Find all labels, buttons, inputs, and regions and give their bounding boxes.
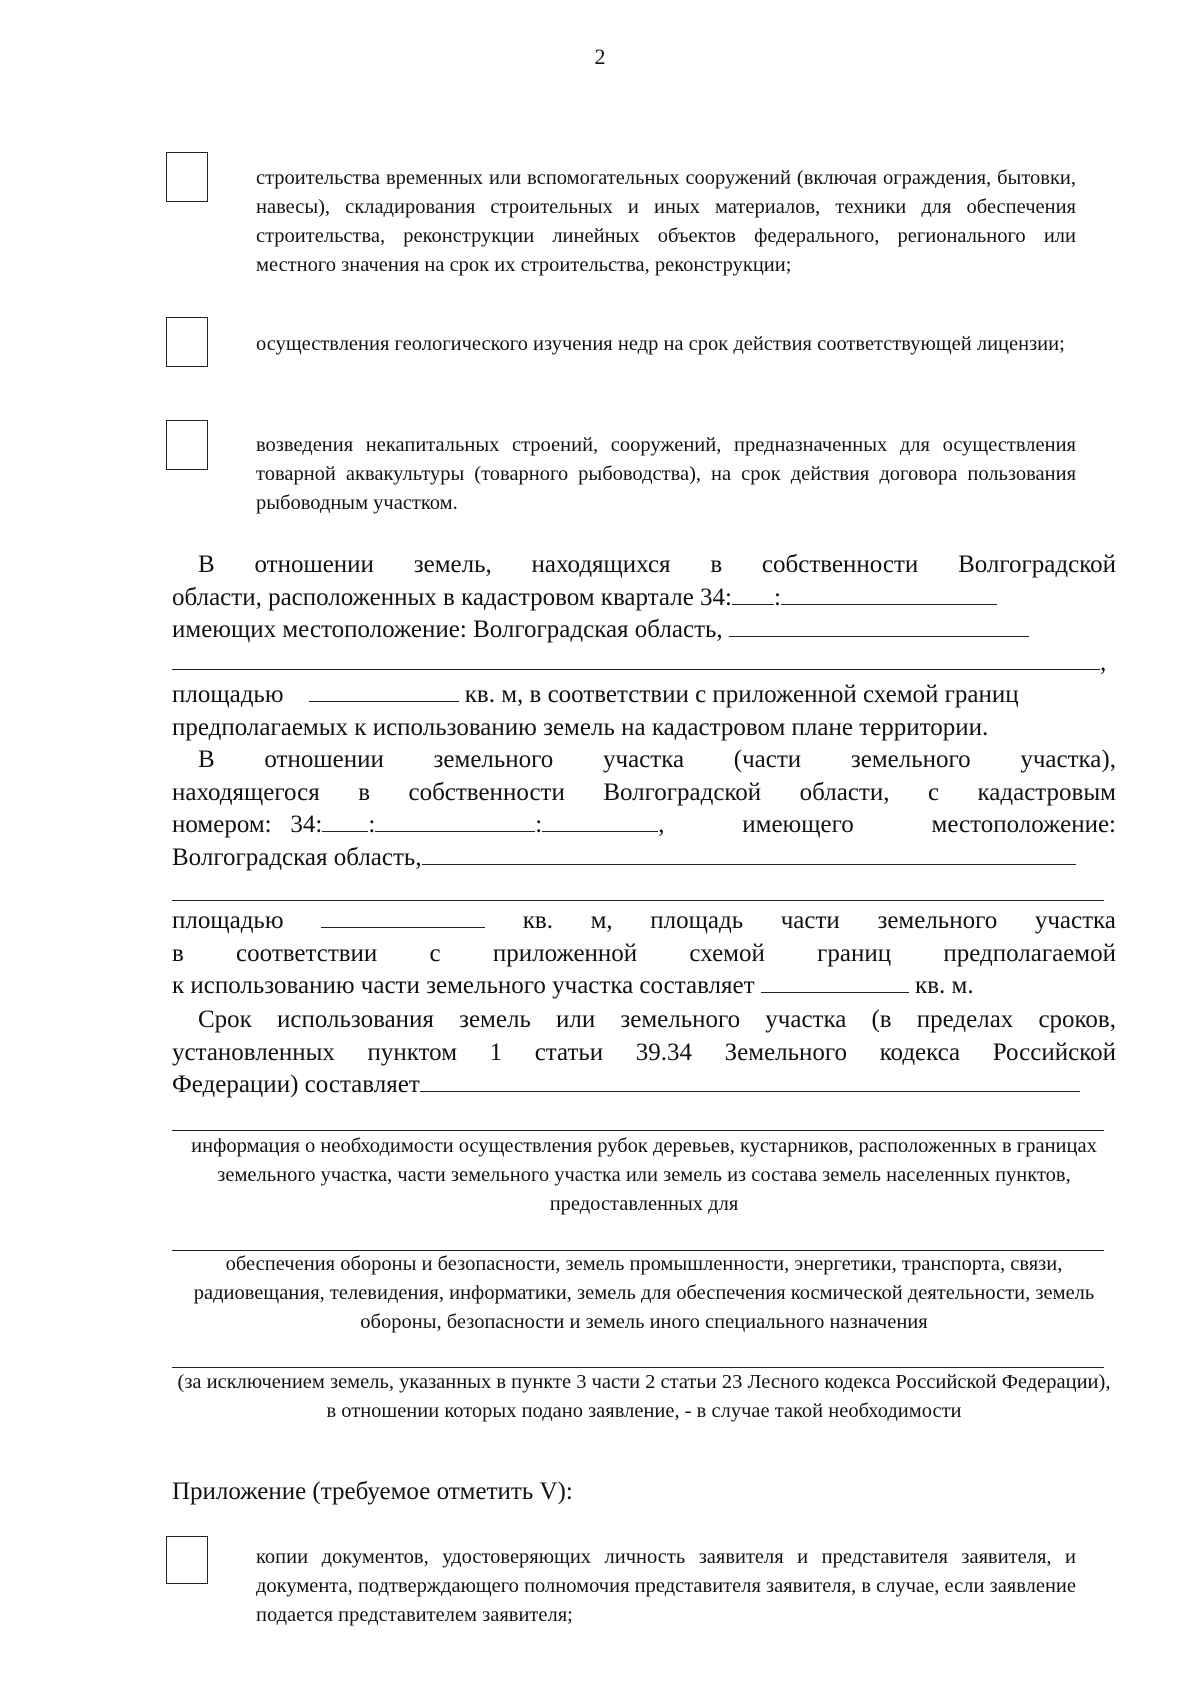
parcel-line-7: в соответствии с приложенной схемой границ предполагаемой xyxy=(172,939,1116,967)
lands-line-2: области, расположенных в кадастровом квартале 34: : xyxy=(172,582,1116,615)
parcel-part-area-field[interactable] xyxy=(761,970,909,993)
checkbox-identity-documents[interactable] xyxy=(166,1536,208,1584)
parcel-location-line-2[interactable] xyxy=(172,900,1104,901)
parcel-area-field[interactable] xyxy=(321,905,485,928)
lands-line-4: , xyxy=(172,647,1116,680)
page-number: 2 xyxy=(594,44,606,69)
checkbox-geological-study[interactable] xyxy=(166,317,208,367)
term-field[interactable] xyxy=(420,1069,1080,1092)
parcel-line-4: Волгоградская область, xyxy=(172,842,1116,875)
quarter-number-field[interactable] xyxy=(781,582,997,605)
lands-line-5: площадью кв. м, в соответствии с приложенной схемой границ xyxy=(172,681,1019,708)
cadastral-block-field[interactable] xyxy=(322,809,368,832)
parcel-line-1: В отношении земельного участка (части земельного участка), xyxy=(198,746,1116,773)
lands-paragraph xyxy=(172,549,1116,744)
lands-line-3: имеющих местоположение: Волгоградская область, xyxy=(172,614,1116,647)
parcel-paragraph xyxy=(172,744,1116,874)
lands-line-6: предполагаемых к использованию земель на кадастровом плане территории. xyxy=(172,713,989,741)
checkbox-label-geological-study: осуществления геологического изучения недр на срок действия соответствующей лицензии; xyxy=(256,333,1065,355)
checkbox-aquaculture[interactable] xyxy=(166,420,208,470)
lands-location-field[interactable] xyxy=(729,614,1029,637)
parcel-line-8: к использованию части земельного участка составляет кв. м. xyxy=(172,972,974,999)
lands-location-field-2[interactable] xyxy=(172,647,1100,670)
term-line-3: Федерации) составляет xyxy=(172,1069,1116,1102)
tree-cutting-info-line-1[interactable] xyxy=(172,1130,1104,1131)
checkbox-label-aquaculture: возведения некапитальных строений, сооружений, предназначенных для осуществления товарной аквакультуры (товарного рыбоводства), на срок действия договора пользования рыбоводным участком. xyxy=(256,434,1076,514)
term-line-1: Срок использования земель или земельного участка (в пределах сроков, xyxy=(198,1006,1116,1033)
checkbox-label-temporary-structures: строительства временных или вспомогательных сооружений (включая ограждения, бытовки, навесы), складирования строительных и иных материалов, техники для обеспечения строительства, реконструкции линейных объектов федерального, регионального или местного значения на срок их строительства, реконструкции; xyxy=(256,167,1076,276)
parcel-line-6: площадью кв. м, площадь части земельного участка xyxy=(172,907,1116,934)
parcel-area-block xyxy=(172,905,1116,1003)
parcel-location-field[interactable] xyxy=(422,842,1076,865)
cadastral-parcel-field[interactable] xyxy=(542,809,658,832)
parcel-line-2: находящегося в собственности Волгоградской области, с кадастровым xyxy=(172,778,1116,806)
note-land-categories: обеспечения обороны и безопасности, земель промышленности, энергетики, транспорта, связи, радиовещания, телевидения, информатики, земель для обеспечения космической деятельности, земель обороны, безопасности и земель иного специального назначения xyxy=(193,1253,1095,1333)
note-tree-cutting: информация о необходимости осуществления рубок деревьев, кустарников, расположенных в границах земельного участка, части земельного участка или земель из состава земель населенных пунктов, предоставленных для xyxy=(191,1135,1097,1215)
checkbox-label-identity-documents: копии документов, удостоверяющих личность заявителя и представителя заявителя, и документа, подтверждающего полномочия представителя заявителя, в случае, если заявление подается представителем заявителя; xyxy=(256,1546,1076,1626)
quarter-block-field[interactable] xyxy=(732,582,774,605)
lands-line-1: В отношении земель, находящихся в собственности Волгоградской xyxy=(198,551,1116,578)
term-paragraph xyxy=(172,1004,1116,1102)
attachments-header: Приложение (требуемое отметить V): xyxy=(172,1478,573,1505)
parcel-line-3: номером: 34: : : , имеющего местоположение: xyxy=(172,811,1116,838)
lands-area-field[interactable] xyxy=(309,679,459,702)
term-line-2: установленных пунктом 1 статьи 39.34 Земельного кодекса Российской xyxy=(172,1038,1116,1066)
checkbox-temporary-structures[interactable] xyxy=(166,152,208,202)
cadastral-quarter-field[interactable] xyxy=(375,809,535,832)
note-exceptions: (за исключением земель, указанных в пункте 3 части 2 статьи 23 Лесного кодекса Российской Федерации), в отношении которых подано заявление, - в случае такой необходимости xyxy=(177,1371,1111,1422)
